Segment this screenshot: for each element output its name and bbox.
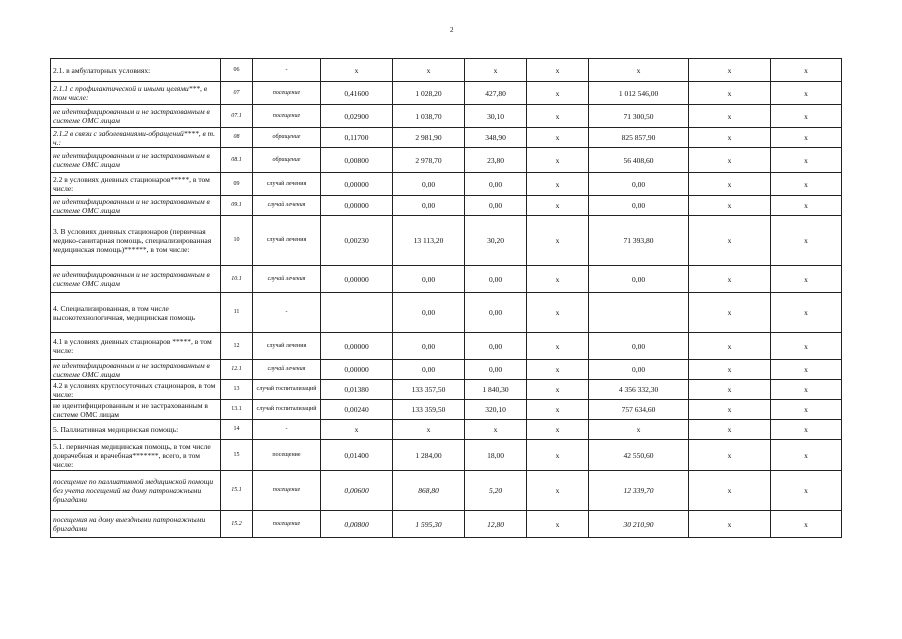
cell-c7: x — [771, 82, 842, 105]
cell-c4: x — [527, 420, 589, 440]
cell-unit: случай лечения — [253, 266, 321, 293]
cell-c5: 757 634,60 — [589, 400, 689, 420]
cell-unit: случай лечения — [253, 360, 321, 380]
cell-code: 10 — [221, 216, 253, 266]
cell-code: 12.1 — [221, 360, 253, 380]
cell-c2: 1 028,20 — [393, 82, 465, 105]
cell-code: 07.1 — [221, 105, 253, 128]
cell-c5: 71 393,80 — [589, 216, 689, 266]
cell-c1: 0,00600 — [321, 471, 393, 511]
cell-c2: x — [393, 59, 465, 82]
cell-c1: x — [321, 420, 393, 440]
cell-name: 2.1.2 в связи с заболеваниями-обращений****, в т. ч.: — [51, 128, 221, 148]
cell-c1: 0,00000 — [321, 360, 393, 380]
cell-c3: x — [465, 59, 527, 82]
cell-name: 3. В условиях дневных стационаров (первичная медико-санитарная помощь, специализированная медицинская помощь)******, в том числе: — [51, 216, 221, 266]
cell-code: 08.1 — [221, 148, 253, 173]
cell-c3: 0,00 — [465, 293, 527, 333]
cell-c5: 56 408,60 — [589, 148, 689, 173]
cell-c7: x — [771, 196, 842, 216]
medical-care-table — [50, 58, 842, 538]
cell-c5: 0,00 — [589, 196, 689, 216]
cell-c3: x — [465, 420, 527, 440]
cell-c2: 0,00 — [393, 360, 465, 380]
cell-c5: 0,00 — [589, 333, 689, 360]
cell-c7: x — [771, 148, 842, 173]
cell-c5: 42 550,60 — [589, 440, 689, 471]
cell-unit: - — [253, 293, 321, 333]
cell-c4: x — [527, 380, 589, 400]
cell-c1: 0,00240 — [321, 400, 393, 420]
cell-c6: x — [689, 196, 771, 216]
cell-c1: 0,41600 — [321, 82, 393, 105]
cell-unit: обращение — [253, 128, 321, 148]
cell-name: не идентифицированным и не застрахованным в системе ОМС лицам — [51, 266, 221, 293]
cell-code: 07 — [221, 82, 253, 105]
table-row — [51, 196, 842, 216]
cell-c4: x — [527, 59, 589, 82]
cell-c1: 0,02900 — [321, 105, 393, 128]
cell-c4: x — [527, 440, 589, 471]
cell-c1: 0,00000 — [321, 333, 393, 360]
cell-unit: - — [253, 420, 321, 440]
cell-unit: посещение — [253, 511, 321, 538]
cell-c7: x — [771, 293, 842, 333]
cell-c3: 0,00 — [465, 173, 527, 196]
cell-name: посещение по паллиативной медицинской помощи без учета посещений на дому патронажными бригадами — [51, 471, 221, 511]
cell-c6: x — [689, 216, 771, 266]
cell-c4: x — [527, 266, 589, 293]
cell-name: 2.1. в амбулаторных условиях: — [51, 59, 221, 82]
cell-c5: 30 210,90 — [589, 511, 689, 538]
cell-c6: x — [689, 511, 771, 538]
cell-code: 15 — [221, 440, 253, 471]
cell-c3: 18,00 — [465, 440, 527, 471]
cell-c2: 0,00 — [393, 196, 465, 216]
cell-c4: x — [527, 293, 589, 333]
table-row — [51, 266, 842, 293]
cell-unit: случай лечения — [253, 333, 321, 360]
cell-c6: x — [689, 400, 771, 420]
cell-c5: 825 857,90 — [589, 128, 689, 148]
cell-name: 4.1 в условиях дневных стационаров *****, в том числе: — [51, 333, 221, 360]
cell-c6: x — [689, 360, 771, 380]
cell-c6: x — [689, 128, 771, 148]
table-row — [51, 400, 842, 420]
cell-unit: случай госпитализаций — [253, 400, 321, 420]
cell-c6: x — [689, 471, 771, 511]
cell-c3: 0,00 — [465, 266, 527, 293]
cell-c7: x — [771, 471, 842, 511]
cell-code: 11 — [221, 293, 253, 333]
cell-name: 2.2 в условиях дневных стационаров*****, в том числе: — [51, 173, 221, 196]
table-row — [51, 420, 842, 440]
cell-c1: 0,00000 — [321, 266, 393, 293]
cell-code: 15.2 — [221, 511, 253, 538]
cell-c6: x — [689, 333, 771, 360]
table-row — [51, 148, 842, 173]
cell-c2: 133 359,50 — [393, 400, 465, 420]
cell-c3: 5,20 — [465, 471, 527, 511]
cell-c6: x — [689, 293, 771, 333]
cell-c1: x — [321, 59, 393, 82]
cell-c6: x — [689, 420, 771, 440]
table-row — [51, 216, 842, 266]
cell-c4: x — [527, 400, 589, 420]
cell-name: 5. Паллиативная медицинская помощь: — [51, 420, 221, 440]
cell-c4: x — [527, 128, 589, 148]
cell-c7: x — [771, 128, 842, 148]
cell-c7: x — [771, 360, 842, 380]
cell-code: 08 — [221, 128, 253, 148]
cell-c1: 0,01400 — [321, 440, 393, 471]
cell-c7: x — [771, 59, 842, 82]
cell-c1: 0,00000 — [321, 173, 393, 196]
cell-c3: 0,00 — [465, 360, 527, 380]
cell-c2: 0,00 — [393, 266, 465, 293]
cell-c4: x — [527, 105, 589, 128]
cell-c2: 2 981,90 — [393, 128, 465, 148]
cell-c6: x — [689, 105, 771, 128]
cell-c3: 0,00 — [465, 333, 527, 360]
cell-c4: x — [527, 360, 589, 380]
cell-c5: 71 300,50 — [589, 105, 689, 128]
cell-c5: 0,00 — [589, 360, 689, 380]
cell-code: 09.1 — [221, 196, 253, 216]
cell-c7: x — [771, 216, 842, 266]
table-row — [51, 360, 842, 380]
cell-code: 12 — [221, 333, 253, 360]
cell-unit: посещение — [253, 105, 321, 128]
cell-c1: 0,00230 — [321, 216, 393, 266]
cell-c6: x — [689, 380, 771, 400]
cell-unit: случай госпитализаций — [253, 380, 321, 400]
cell-c2: 0,00 — [393, 333, 465, 360]
table-row — [51, 105, 842, 128]
cell-c1: 0,00800 — [321, 148, 393, 173]
cell-code: 13.1 — [221, 400, 253, 420]
cell-c5: 12 339,70 — [589, 471, 689, 511]
cell-name: не идентифицированным и не застрахованным в системе ОМС лицам — [51, 148, 221, 173]
cell-c1: 0,00000 — [321, 196, 393, 216]
cell-c3: 348,90 — [465, 128, 527, 148]
cell-code: 13 — [221, 380, 253, 400]
cell-c2: 1 284,00 — [393, 440, 465, 471]
table-row — [51, 471, 842, 511]
cell-c7: x — [771, 333, 842, 360]
cell-c3: 30,20 — [465, 216, 527, 266]
cell-c4: x — [527, 173, 589, 196]
cell-code: 14 — [221, 420, 253, 440]
cell-c1 — [321, 293, 393, 333]
cell-code: 06 — [221, 59, 253, 82]
cell-c3: 320,10 — [465, 400, 527, 420]
cell-c2: 0,00 — [393, 173, 465, 196]
cell-c6: x — [689, 173, 771, 196]
cell-name: 4.2 в условиях круглосуточных стационаров, в том числе: — [51, 380, 221, 400]
cell-c7: x — [771, 511, 842, 538]
cell-c3: 12,80 — [465, 511, 527, 538]
cell-c4: x — [527, 471, 589, 511]
cell-c1: 0,00800 — [321, 511, 393, 538]
cell-c3: 23,80 — [465, 148, 527, 173]
cell-c4: x — [527, 196, 589, 216]
cell-c3: 30,10 — [465, 105, 527, 128]
cell-code: 09 — [221, 173, 253, 196]
cell-c7: x — [771, 266, 842, 293]
table-row — [51, 440, 842, 471]
table-row — [51, 293, 842, 333]
table-row — [51, 82, 842, 105]
cell-c6: x — [689, 82, 771, 105]
cell-c4: x — [527, 333, 589, 360]
cell-c3: 0,00 — [465, 196, 527, 216]
cell-c6: x — [689, 440, 771, 471]
page-number: 2 — [450, 26, 454, 34]
cell-c7: x — [771, 420, 842, 440]
cell-name: 4. Специализированная, в том числе высокотехнологичная, медицинская помощь — [51, 293, 221, 333]
table-row — [51, 59, 842, 82]
cell-unit: случай лечения — [253, 196, 321, 216]
cell-name: не идентифицированным и не застрахованным в системе ОМС лицам — [51, 105, 221, 128]
cell-c7: x — [771, 440, 842, 471]
cell-c4: x — [527, 216, 589, 266]
cell-c5 — [589, 293, 689, 333]
cell-c5: 1 012 546,00 — [589, 82, 689, 105]
cell-name: посещения на дому выездными патронажными бригадами — [51, 511, 221, 538]
cell-c5: 4 356 332,30 — [589, 380, 689, 400]
cell-code: 10.1 — [221, 266, 253, 293]
cell-c5: 0,00 — [589, 266, 689, 293]
cell-c6: x — [689, 59, 771, 82]
cell-unit: - — [253, 59, 321, 82]
cell-c5: x — [589, 420, 689, 440]
cell-c4: x — [527, 82, 589, 105]
table-row — [51, 173, 842, 196]
cell-c2: 1 595,30 — [393, 511, 465, 538]
cell-c7: x — [771, 173, 842, 196]
table-row — [51, 128, 842, 148]
table-row — [51, 333, 842, 360]
cell-c7: x — [771, 105, 842, 128]
cell-unit: случай лечения — [253, 216, 321, 266]
table-body — [51, 59, 842, 538]
cell-c7: x — [771, 400, 842, 420]
cell-unit: случай лечения — [253, 173, 321, 196]
cell-c2: 868,80 — [393, 471, 465, 511]
table-row — [51, 380, 842, 400]
cell-c4: x — [527, 148, 589, 173]
cell-name: не идентифицированным и не застрахованным в системе ОМС лицам — [51, 360, 221, 380]
cell-name: 5.1. первичная медицинская помощь, в том числе доврачебная и врачебная*******, всего, в том числе: — [51, 440, 221, 471]
cell-c5: x — [589, 59, 689, 82]
table-row — [51, 511, 842, 538]
cell-code: 15.1 — [221, 471, 253, 511]
cell-c6: x — [689, 266, 771, 293]
cell-c6: x — [689, 148, 771, 173]
cell-unit: обращение — [253, 148, 321, 173]
cell-unit: посещение — [253, 440, 321, 471]
cell-unit: посещение — [253, 471, 321, 511]
cell-c3: 1 840,30 — [465, 380, 527, 400]
cell-name: 2.1.1 с профилактической и иными целями***, в том числе: — [51, 82, 221, 105]
cell-c3: 427,80 — [465, 82, 527, 105]
cell-c2: 1 038,70 — [393, 105, 465, 128]
cell-c2: 13 113,20 — [393, 216, 465, 266]
cell-c7: x — [771, 380, 842, 400]
cell-c4: x — [527, 511, 589, 538]
cell-c2: 0,00 — [393, 293, 465, 333]
cell-c2: x — [393, 420, 465, 440]
cell-c1: 0,01380 — [321, 380, 393, 400]
cell-c1: 0,11700 — [321, 128, 393, 148]
cell-c5: 0,00 — [589, 173, 689, 196]
cell-c2: 133 357,50 — [393, 380, 465, 400]
cell-unit: посещение — [253, 82, 321, 105]
cell-c2: 2 978,70 — [393, 148, 465, 173]
cell-name: не идентифицированным и не застрахованным в системе ОМС лицам — [51, 196, 221, 216]
cell-name: не идентифицированным и не застрахованным в системе ОМС лицам — [51, 400, 221, 420]
